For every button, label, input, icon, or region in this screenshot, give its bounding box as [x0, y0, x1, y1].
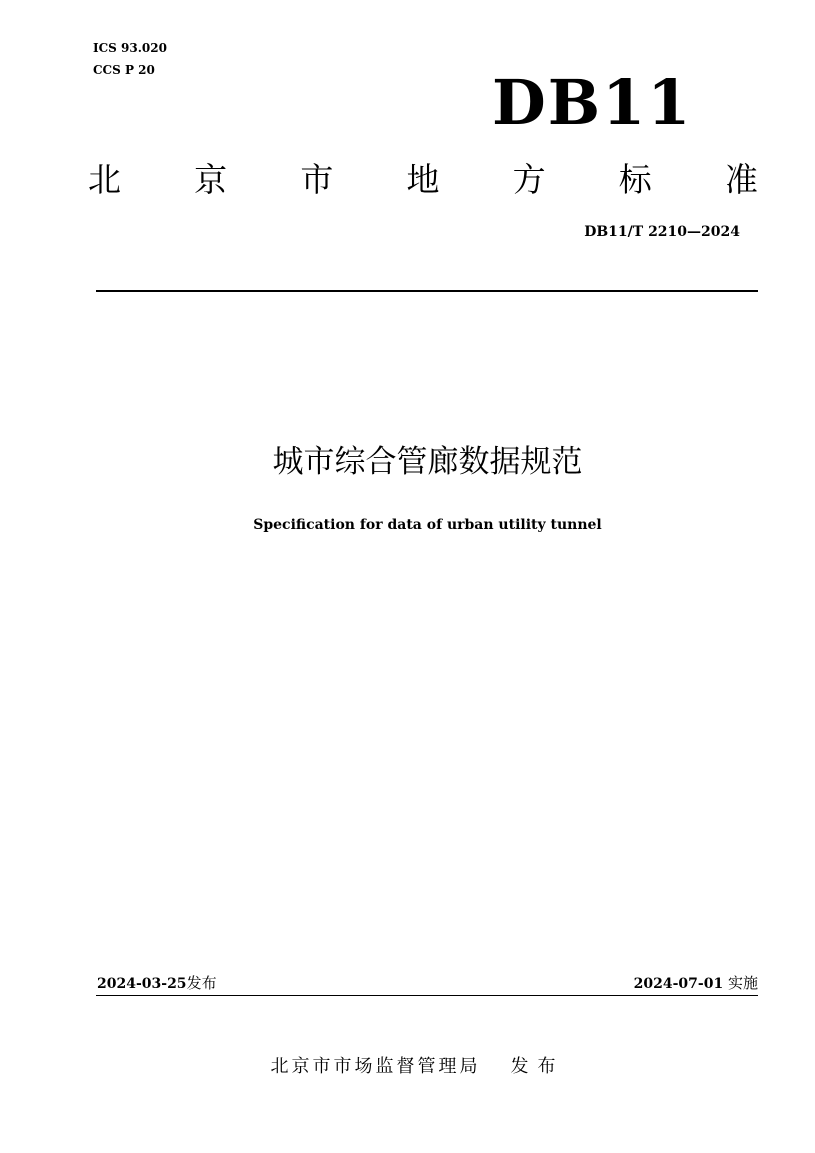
standard-type: [88, 158, 758, 202]
header-divider: [96, 290, 758, 292]
standard-mark: DB11: [492, 66, 693, 139]
title-english: Specification for data of urban utility tunnel: [253, 517, 602, 533]
standard-number: DB11/T 2210—2024: [584, 224, 740, 240]
ccs-code: CCS P 20: [93, 63, 155, 77]
standard-type-char: 京: [194, 160, 228, 199]
standard-type-char: 北: [88, 160, 121, 199]
issue-label: 发布: [186, 974, 217, 992]
standard-type-char: 标: [618, 160, 652, 199]
publisher-line: [0, 1055, 815, 1079]
ics-code: ICS 93.020: [93, 41, 167, 55]
standard-type-char: 方: [512, 160, 546, 199]
issue-date: 2024-03-25: [97, 976, 187, 992]
implement-label: 实施: [727, 974, 758, 992]
title-chinese: 城市综合管廊数据规范: [272, 444, 583, 480]
publisher-action: 发布: [510, 1056, 565, 1077]
implement-date-line: [634, 973, 758, 994]
publisher-name: 北京市市场监督管理局: [270, 1056, 481, 1077]
footer-divider: [96, 995, 758, 996]
standard-type-char: 市: [300, 160, 334, 199]
standard-type-char: 准: [724, 160, 758, 199]
implement-date: 2024-07-01: [633, 976, 724, 992]
standard-type-char: 地: [406, 160, 440, 199]
issue-date-line: [97, 973, 217, 994]
